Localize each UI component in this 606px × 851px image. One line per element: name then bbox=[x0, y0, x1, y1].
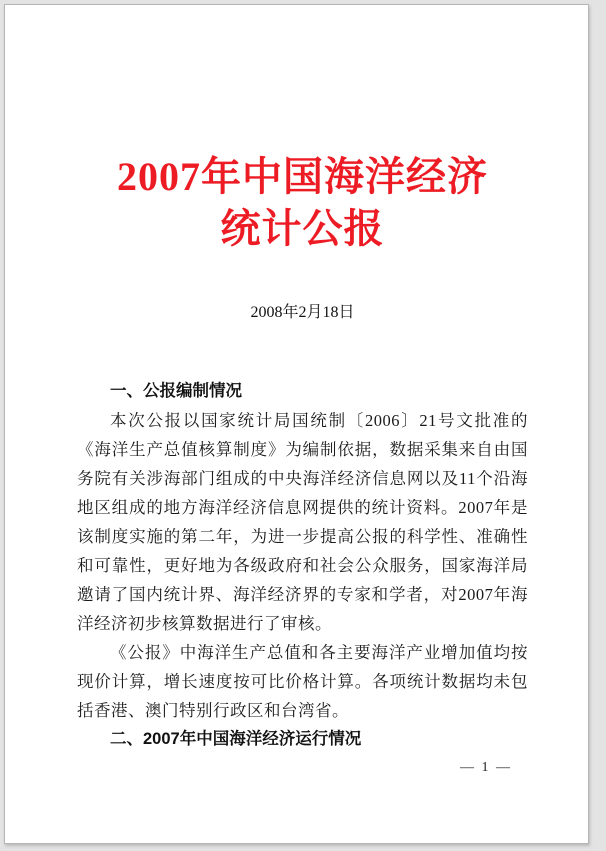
page-number: — 1 — bbox=[460, 760, 512, 775]
document-title-line-2: 统计公报 bbox=[220, 206, 385, 251]
document-title bbox=[77, 5, 528, 255]
document-title-line-1: 2007年中国海洋经济 bbox=[117, 154, 488, 199]
document-body bbox=[77, 377, 528, 754]
document-date: 2008年2月18日 bbox=[250, 304, 355, 321]
section-heading-1: 一、公报编制情况 bbox=[110, 382, 242, 400]
section-heading-2: 二、2007年中国海洋经济运行情况 bbox=[110, 730, 362, 748]
section-1-paragraph-2: 《公报》中海洋生产总值和各主要海洋产业增加值均按现价计算，增长速度按可比价格计算。各项统计数据均未包括香港、澳门特别行政区和台湾省。 bbox=[77, 643, 528, 720]
section-1-paragraph-1: 本次公报以国家统计局国统制〔2006〕21号文批准的《海洋生产总值核算制度》为编制依据，数据采集来自由国务院有关涉海部门组成的中央海洋经济信息网以及11个沿海地区组成的地方海洋经济信息网提供的统计资料。2007年是该制度实施的第二年，为进一步提高公报的科学性、准确性和可靠性，更好地为各级政府和社会公众服务，国家海洋局邀请了国内统计界、海洋经济界的专家和学者，对2007年海洋经济初步核算数据进行了审核。 bbox=[77, 411, 528, 633]
page-content bbox=[5, 5, 588, 754]
document-page bbox=[4, 4, 589, 844]
